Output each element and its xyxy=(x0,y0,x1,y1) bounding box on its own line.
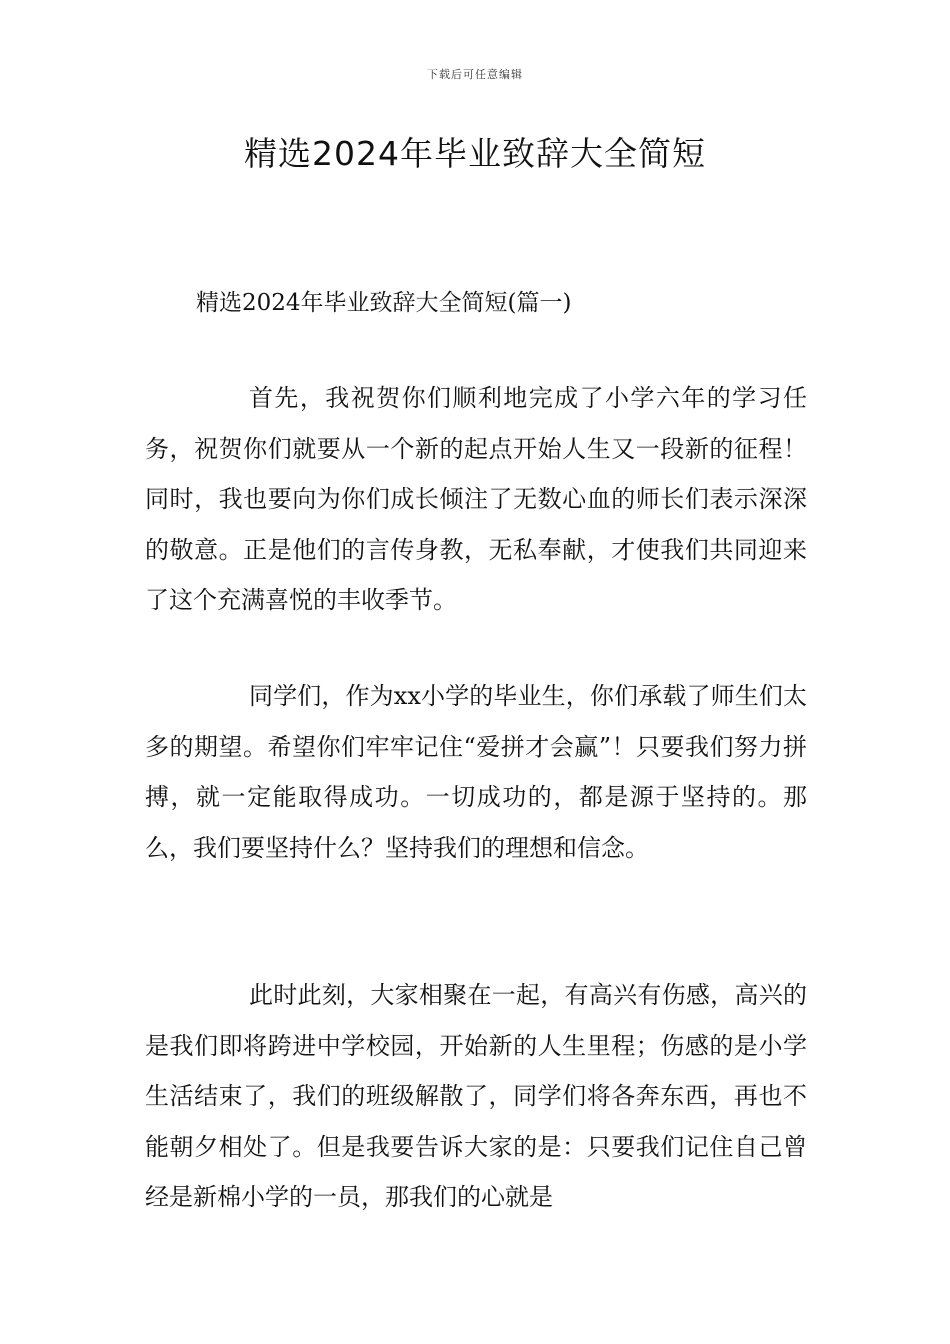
section-heading: 精选2024年毕业致辞大全简短(篇一) xyxy=(196,290,572,316)
header-note: 下载后可任意编辑 xyxy=(427,68,523,81)
paragraph-2: 同学们，作为xx小学的毕业生，你们承载了师生们太多的期望。希望你们牢牢记住“爱拼才会赢”！只要我们努力拼搏，就一定能取得成功。一切成功的，都是源于坚持的。那么，我们要坚持什么？坚持我们的理想和信念。 xyxy=(145,682,807,862)
paragraph-1: 首先，我祝贺你们顺利地完成了小学六年的学习任务，祝贺你们就要从一个新的起点开始人生又一段新的征程！同时，我也要向为你们成长倾注了无数心血的师长们表示深深的敬意。正是他们的言传身教，无私奉献，才使我们共同迎来了这个充满喜悦的丰收季节。 xyxy=(145,384,807,614)
paragraph-3: 此时此刻，大家相聚在一起，有高兴有伤感，高兴的是我们即将跨进中学校园，开始新的人生里程；伤感的是小学生活结束了，我们的班级解散了，同学们将各奔东西，再也不能朝夕相处了。但是我要告诉大家的是：只要我们记住自己曾经是新棉小学的一员，那我们的心就是 xyxy=(145,981,807,1211)
document-title: 精选2024年毕业致辞大全简短 xyxy=(244,134,706,173)
